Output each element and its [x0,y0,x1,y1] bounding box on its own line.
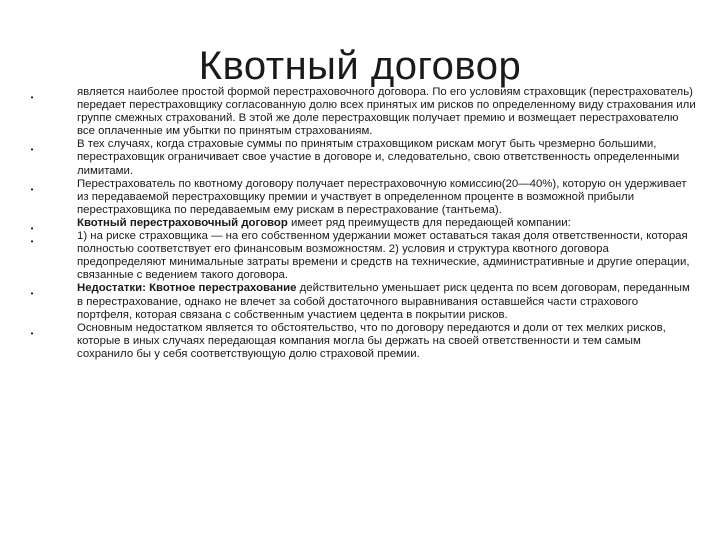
bullet-dot-icon: • [30,289,34,299]
bullet-text: Основным недостатком является то обстоятельство, что по договору передаются и доли от тех мелких рисков, которые в иных случаях передающая компания могла бы держать на своей ответственности и тем самым сохранило бы у себя соответствующую долю страховой премии. [77,321,666,360]
bullet-dot-icon: • [30,93,34,102]
bullet-text: действительно уменьшает риск цедента по всем договорам, переданным в перестрахование, однако не влечет за собой достаточного выравнивания оставшейся части страхового портфеля, которая связана с собственным участием цедента в покрытии рисков. [77,282,690,321]
bullet-item-5 [26,230,696,282]
bullet-text: 1) на риске страховщика — на его собственном удержании может оставаться такая доля ответственности, которая полностью соответствует его финансовым возможностям. 2) условия и структура квотного договора предопределяют минимальные затраты времени и средств на технические, административные и другие операции, связанные с ведением такого договора. [77,230,690,282]
bullet-item-2 [26,138,696,177]
bullet-dot-icon: • [30,145,34,155]
bullet-text: Перестрахователь по квотному договору получает перестраховочную комиссию(20—40%), которую он удерживает из передаваемой перестраховщику премии и участвует в определенном проценте в возможной прибыли перестраховщика по передаваемым ему рискам в перестрахование (тантьема). [77,177,687,216]
bullet-text: является наиболее простой формой перестраховочного договора. По его условиям страховщик (перестрахователь) передает перестраховщику согласованную долю всех принятых им рисков по определенному виду страхования или группе смежных страхований. В этой же доле перестраховщик получает премию и возмещает перестрахователю все оплаченные им убытки по принятым страхованиям. [77,86,696,138]
bullet-dot-icon: • [30,184,34,194]
bullet-item-1 [26,86,696,138]
bullet-item-6 [26,282,696,321]
bullet-item-4 [26,216,696,233]
bullet-dot-icon: • [30,328,34,338]
bullet-text: имеет ряд преимуществ для передающей компании: [287,216,571,229]
bullet-item-7 [26,322,696,361]
bullet-item-3 [26,178,696,217]
bullet-text: В тех случаях, когда страховые суммы по принятым страховщиком рискам могут быть чрезмерно большими, перестраховщик ограничивает свое участие в договоре и, следовательно, свою ответственность определенными лимитами. [77,138,680,177]
bullet-dot-icon: • [30,237,34,247]
bullet-list [26,86,696,361]
bullet-bold-text: Недостатки: Квотное перестрахование [77,282,297,295]
bullet-bold-text: Квотный перестраховочный договор [77,216,288,229]
slide-title: Квотный договор [198,44,522,88]
bullet-dot-icon: • [30,223,34,233]
